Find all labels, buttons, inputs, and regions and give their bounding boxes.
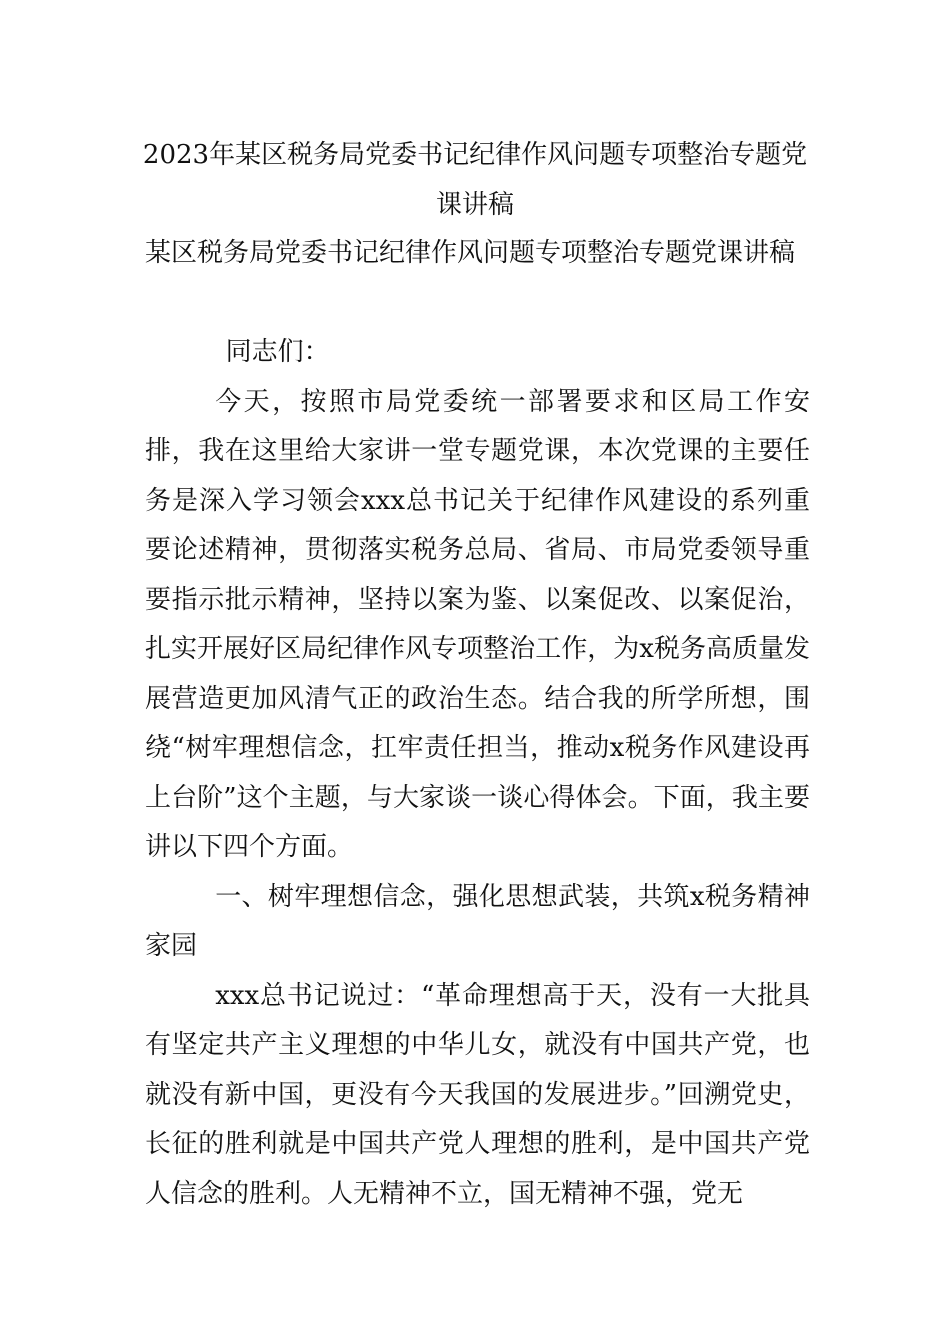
document-subtitle: 某区税务局党委书记纪律作风问题专项整治专题党课讲稿 — [145, 238, 796, 268]
section-heading-1: 一、树牢理想信念，强化思想武装，共筑x税务精神家园 — [145, 881, 810, 961]
paragraph-section-1: xxx总书记说过：“革命理想高于天，没有一大批具有坚定共产主义理想的中华儿女，就没有中国共产党，也就没有新中国，更没有今天我国的发展进步。”回溯党史，长征的胜利就是中国共产党人理想的胜利，是中国共产党人信念的胜利。人无精神不立，国无精神不强，党无 — [145, 980, 810, 1209]
salutation: 同志们： — [225, 337, 330, 367]
document-body — [145, 328, 810, 1219]
paragraph-intro: 今天，按照市局党委统一部署要求和区局工作安排，我在这里给大家讲一堂专题党课，本次党课的主要任务是深入学习领会xxx总书记关于纪律作风建设的系列重要论述精神，贯彻落实税务总局、省局、市局党委领导重要指示批示精神，坚持以案为鉴、以案促改、以案促治，扎实开展好区局纪律作风专项整治工作，为x税务高质量发展营造更加风清气正的政治生态。结合我的所学所想，围绕“树牢理想信念，扛牢责任担当，推动x税务作风建设再上台阶”这个主题，与大家谈一谈心得体会。下面，我主要讲以下四个方面。 — [145, 386, 810, 862]
document-title: 2023年某区税务局党委书记纪律作风问题专项整治专题党课讲稿 — [142, 140, 808, 220]
